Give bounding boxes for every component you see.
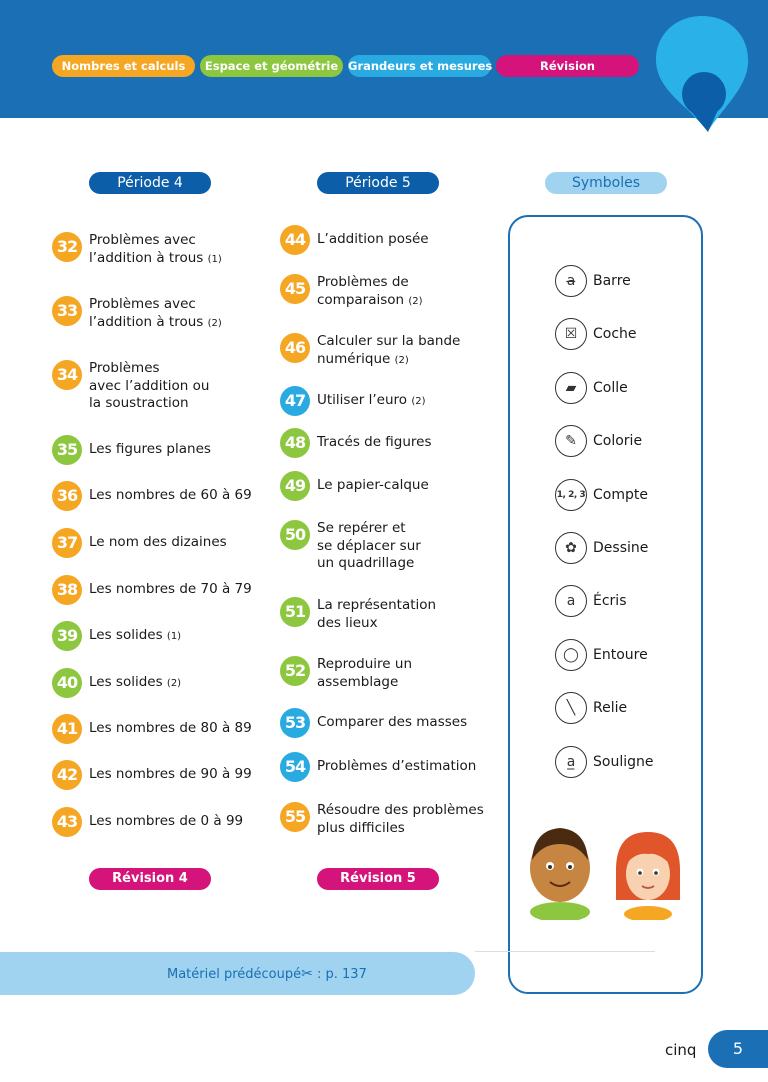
lesson-item[interactable] <box>280 802 484 837</box>
symbols-title: Symboles <box>545 172 667 194</box>
lesson-title <box>89 534 227 552</box>
lesson-title <box>89 581 252 599</box>
lesson-number-badge: 39 <box>52 621 82 651</box>
footer-material-label: Matériel prédécoupé <box>167 967 302 982</box>
lesson-title <box>317 758 476 776</box>
lesson-title <box>317 231 429 249</box>
lesson-title-line: Problèmes de <box>317 274 409 290</box>
lesson-title <box>89 232 222 268</box>
lesson-title <box>89 296 222 332</box>
lesson-number-badge: 47 <box>280 386 310 416</box>
underline-icon: a̲ <box>555 746 587 778</box>
drop-logo-icon <box>652 14 752 134</box>
lesson-number-badge: 42 <box>52 760 82 790</box>
lesson-title-line: Problèmes avec <box>89 296 196 312</box>
symbol-item <box>555 639 648 671</box>
symbol-label: Dessine <box>593 540 649 556</box>
lesson-number-badge: 54 <box>280 752 310 782</box>
lesson-title-line: La représentation <box>317 597 437 613</box>
symbol-label: Colorie <box>593 433 643 450</box>
lesson-item[interactable] <box>52 435 211 465</box>
lesson-number-badge: 51 <box>280 597 310 627</box>
lesson-title-line: Reproduire un <box>317 656 413 672</box>
checkbox-icon: ☒ <box>555 318 587 350</box>
symbol-label: Barre <box>593 273 631 289</box>
lesson-title-line: Utiliser l’euro <box>317 392 408 408</box>
lesson-number-badge: 49 <box>280 471 310 501</box>
page-number: 5 <box>708 1030 768 1068</box>
lesson-title <box>317 392 426 411</box>
lesson-number-badge: 43 <box>52 807 82 837</box>
page-number-word: cinq <box>665 1041 697 1059</box>
symbol-label: Colle <box>593 379 628 396</box>
color-icon: ✎ <box>555 425 587 457</box>
lesson-item[interactable] <box>52 760 252 790</box>
lesson-title <box>317 597 436 632</box>
lesson-title-line: Tracés de figures <box>317 434 432 450</box>
lesson-number-badge: 48 <box>280 428 310 458</box>
lesson-title-line: Se repérer et <box>317 520 406 536</box>
lesson-title-line: des lieux <box>317 614 378 631</box>
symbol-label: Coche <box>593 326 637 343</box>
lesson-number-badge: 37 <box>52 528 82 558</box>
lesson-title <box>89 674 181 693</box>
lesson-number-badge: 52 <box>280 656 310 686</box>
lesson-title-line: plus difficiles <box>317 819 405 836</box>
lesson-title-line: un quadrillage <box>317 555 415 571</box>
lesson-title-line: Résoudre des problèmes <box>317 802 484 818</box>
lesson-title <box>317 802 484 837</box>
lesson-number-badge: 50 <box>280 520 310 550</box>
lesson-title <box>317 714 467 732</box>
tab-nombres-calculs[interactable]: Nombres et calculs <box>52 55 195 77</box>
lesson-title <box>89 766 252 784</box>
lesson-number-badge: 36 <box>52 481 82 511</box>
lesson-number-badge: 38 <box>52 575 82 605</box>
lesson-title-line: Les solides <box>89 627 163 643</box>
lesson-title <box>89 441 211 459</box>
lesson-item[interactable] <box>52 528 227 558</box>
lesson-title-line: l’addition à trous <box>89 249 204 266</box>
symbol-item <box>555 746 653 778</box>
lesson-title <box>317 520 421 573</box>
draw-icon: ✿ <box>555 532 587 564</box>
lesson-title <box>89 720 252 738</box>
scissors-icon: ✂ <box>301 966 313 982</box>
lesson-item[interactable] <box>52 807 243 837</box>
lesson-number-badge: 55 <box>280 802 310 832</box>
lesson-number-badge: 33 <box>52 296 82 326</box>
lesson-title <box>89 487 252 505</box>
lesson-title-line: Les nombres de 80 à 89 <box>89 720 252 736</box>
footer-page-ref: : p. 137 <box>312 967 367 982</box>
lesson-part-number: (2) <box>408 295 423 307</box>
lesson-number-badge: 40 <box>52 668 82 698</box>
tab-revision[interactable]: Révision <box>496 55 639 77</box>
lesson-item[interactable] <box>280 471 429 501</box>
glue-icon: ▰ <box>555 372 587 404</box>
symbol-item <box>555 585 626 617</box>
lesson-item[interactable] <box>52 668 181 698</box>
lesson-title-line: numérique <box>317 350 391 367</box>
lesson-title-line: comparaison <box>317 291 405 308</box>
lesson-number-badge: 53 <box>280 708 310 738</box>
lesson-title-line: Les nombres de 70 à 79 <box>89 581 252 597</box>
symbol-item <box>555 425 642 457</box>
write-icon: a <box>555 585 587 617</box>
circle-icon: ◯ <box>555 639 587 671</box>
lesson-item[interactable] <box>280 274 423 310</box>
lesson-number-badge: 32 <box>52 232 82 262</box>
lesson-item[interactable] <box>280 708 467 738</box>
lesson-item[interactable] <box>52 714 252 744</box>
period-4-title: Période 4 <box>89 172 211 194</box>
lesson-item[interactable] <box>52 621 181 651</box>
lesson-title-line: Problèmes d’estimation <box>317 758 477 774</box>
lesson-title-line: Le papier-calque <box>317 477 429 493</box>
lesson-number-badge: 44 <box>280 225 310 255</box>
lesson-title <box>317 656 412 691</box>
lesson-title-line: Les figures planes <box>89 441 211 457</box>
lesson-title-line: Comparer des masses <box>317 714 468 730</box>
symbol-label: Souligne <box>593 753 654 770</box>
lesson-title-line: la soustraction <box>89 395 189 411</box>
count-icon: 1, 2, 3 <box>555 479 587 511</box>
lesson-item[interactable] <box>280 656 412 691</box>
lesson-item[interactable] <box>52 232 222 268</box>
lesson-item[interactable] <box>52 575 252 605</box>
lesson-number-badge: 45 <box>280 274 310 304</box>
lesson-title-line: se déplacer sur <box>317 537 421 554</box>
lesson-number-badge: 35 <box>52 435 82 465</box>
tab-grandeurs-mesures[interactable]: Grandeurs et mesures <box>348 55 491 77</box>
lesson-item[interactable] <box>280 428 432 458</box>
lesson-number-badge: 41 <box>52 714 82 744</box>
lesson-number-badge: 34 <box>52 360 82 390</box>
symbol-item <box>555 372 628 404</box>
lesson-part-number: (2) <box>207 317 222 329</box>
lesson-item[interactable] <box>52 481 252 511</box>
symbol-label: Relie <box>593 700 628 717</box>
lesson-title-line: Le nom des dizaines <box>89 534 227 550</box>
lesson-title-line: L’addition posée <box>317 231 429 247</box>
lesson-item[interactable] <box>280 752 476 782</box>
lesson-title-line: avec l’addition ou <box>89 377 210 394</box>
lesson-title-line: Les solides <box>89 674 163 690</box>
lesson-part-number: (2) <box>411 396 426 407</box>
lesson-item[interactable] <box>280 520 421 573</box>
revision-4-button[interactable]: Révision 4 <box>89 868 211 890</box>
revision-5-button[interactable]: Révision 5 <box>317 868 439 890</box>
symbol-item <box>555 479 648 511</box>
lesson-title <box>317 274 423 310</box>
period-5-title: Période 5 <box>317 172 439 194</box>
lesson-part-number: (2) <box>166 678 182 689</box>
lesson-title-line: Les nombres de 0 à 99 <box>89 813 244 829</box>
lesson-number-badge: 46 <box>280 333 310 363</box>
symbol-label: Entoure <box>593 646 648 663</box>
divider <box>475 951 655 952</box>
lesson-item[interactable] <box>52 296 222 332</box>
lesson-item[interactable] <box>280 333 460 369</box>
symbol-item <box>555 532 648 564</box>
lesson-title <box>317 333 460 369</box>
lesson-title-line: l’addition à trous <box>89 313 204 330</box>
lesson-title <box>89 813 243 831</box>
lesson-part-number: (2) <box>394 354 409 366</box>
link-icon: ╲ <box>555 692 587 724</box>
lesson-title <box>89 360 209 413</box>
lesson-title <box>89 627 181 646</box>
lesson-item[interactable] <box>52 360 209 413</box>
lesson-title <box>317 477 429 495</box>
lesson-item[interactable] <box>280 597 436 632</box>
lesson-title-line: Problèmes avec <box>89 232 196 248</box>
strikethrough-icon: a̶ <box>555 265 587 297</box>
lesson-part-number: (1) <box>166 631 182 642</box>
symbol-item <box>555 265 631 297</box>
lesson-title-line: Les nombres de 90 à 99 <box>89 766 252 782</box>
lesson-title <box>317 434 432 452</box>
lesson-title-line: Problèmes <box>89 360 160 376</box>
lesson-item[interactable] <box>280 386 426 416</box>
symbol-label: Écris <box>593 593 627 610</box>
symbol-label: Compte <box>593 486 648 503</box>
symbol-item <box>555 692 627 724</box>
symbol-item <box>555 318 637 350</box>
lesson-title-line: assemblage <box>317 673 399 690</box>
lesson-item[interactable] <box>280 225 429 255</box>
children-illustration <box>520 820 690 920</box>
lesson-title-line: Calculer sur la bande <box>317 333 461 349</box>
lesson-part-number: (1) <box>207 253 222 265</box>
lesson-title-line: Les nombres de 60 à 69 <box>89 487 252 503</box>
tab-espace-geometrie[interactable]: Espace et géométrie <box>200 55 343 77</box>
footer-material-note <box>167 966 367 982</box>
